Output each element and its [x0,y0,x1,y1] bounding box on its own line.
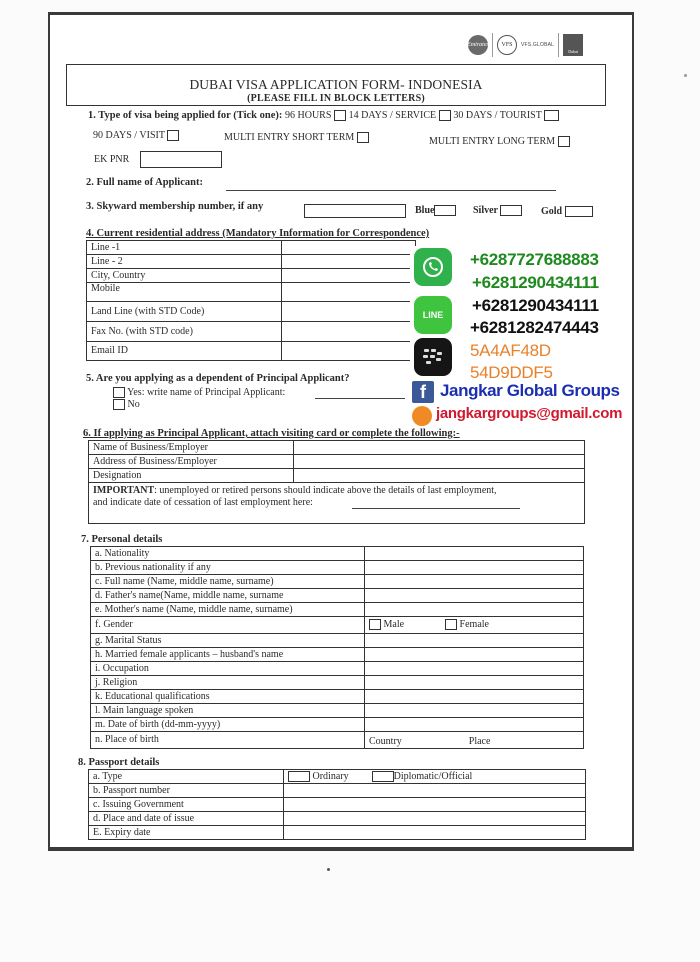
nationality-label: a. Nationality [91,547,365,561]
email-label: Email ID [87,342,282,361]
option-multi-short-checkbox[interactable] [357,132,369,143]
tier-blue-checkbox[interactable] [434,205,456,216]
issue-place-date-input[interactable] [284,812,586,826]
option-96-hours-checkbox[interactable] [334,110,346,121]
bbm-pin-1: 5A4AF48D [470,341,551,360]
issuing-government-input[interactable] [284,798,586,812]
page-speck [684,74,687,77]
important-note [89,483,585,524]
passport-number-label: b. Passport number [89,784,284,798]
mobile-label: Mobile [87,283,282,302]
emirates-logo-icon: Emirates [468,35,488,55]
address-line2-label: Line - 2 [87,255,282,269]
page-title: DUBAI VISA APPLICATION FORM- INDONESIA [189,77,483,92]
address-line2-input[interactable] [282,255,416,269]
table-row [91,704,584,718]
tier-silver-label: Silver [473,205,498,216]
whatsapp-number-1: +6287727688883 [470,250,599,269]
address-label: 4. Current residential address (Mandatory Information for Correspondence) [86,228,430,239]
form-title-box [66,64,606,106]
passport-diplomatic-label: Diplomatic/Official [393,770,473,782]
dependent-yes-row [113,387,285,398]
city-country-label: City, Country [87,269,282,283]
line-icon [414,296,452,334]
passport-details-label: 8. Passport details [78,757,160,768]
gender-male-label: Male [383,619,405,630]
expiry-date-label: E. Expiry date [89,826,284,840]
table-row [89,483,585,524]
principal-label [83,428,460,439]
table-row [89,826,586,840]
father-name-input[interactable] [365,589,584,603]
option-90-days-label: 90 DAYS / VISIT [93,130,165,141]
visa-type-row-2 [93,130,179,141]
employer-name-label: Name of Business/Employer [89,441,294,455]
option-30-days-checkbox[interactable] [544,110,559,121]
occupation-input[interactable] [365,662,584,676]
table-row [87,342,416,361]
occupation-label: i. Occupation [91,662,365,676]
table-row [91,561,584,575]
previous-nationality-input[interactable] [365,561,584,575]
designation-input[interactable] [294,469,585,483]
table-row [87,241,416,255]
table-row [91,603,584,617]
principal-label-suffix: attach visiting card or complete the following:- [250,428,460,439]
table-row [89,770,586,784]
header-logos [468,30,583,60]
ek-pnr-label: EK PNR [94,154,130,165]
husband-name-label: h. Married female applicants – husband's name [91,648,365,662]
birthplace-fields[interactable] [365,732,584,749]
dependent-no-checkbox[interactable] [113,399,125,410]
table-row [91,676,584,690]
dependent-no-label: No [127,399,140,410]
language-label: l. Main language spoken [91,704,365,718]
religion-label: j. Religion [91,676,365,690]
table-row [89,441,585,455]
dependent-no-row [113,399,140,410]
passport-table [88,769,586,840]
multi-short-row [224,132,369,143]
table-row [91,690,584,704]
expiry-date-input[interactable] [284,826,586,840]
whatsapp-icon [414,248,452,286]
full-name-row-input[interactable] [365,575,584,589]
tier-silver-checkbox[interactable] [500,205,522,216]
personal-details-label: 7. Personal details [81,534,163,545]
employer-address-label: Address of Business/Employer [89,455,294,469]
visa-type-label: 1. Type of visa being applied for (Tick one): [88,110,283,121]
table-row [91,648,584,662]
table-row [89,469,585,483]
mother-name-input[interactable] [365,603,584,617]
facebook-icon [412,381,434,403]
dubai-logo-icon: Dubai [563,34,583,56]
table-row [91,589,584,603]
dependent-label: 5. Are you applying as a dependent of Principal Applicant? [86,373,350,384]
line-number-1: +6281290434111 [472,296,599,315]
city-country-input[interactable] [282,269,416,283]
husband-name-input[interactable] [365,648,584,662]
vfs-logo-icon: VFS [497,35,517,55]
birth-place-label: Place [468,736,491,747]
table-row [89,784,586,798]
option-multi-long-checkbox[interactable] [558,136,570,147]
table-row [91,617,584,634]
employer-address-input[interactable] [294,455,585,469]
employer-name-input[interactable] [294,441,585,455]
passport-type-options [284,770,586,784]
tier-gold-checkbox[interactable] [565,206,593,217]
important-text: : unemployed or retired persons should indicate above the details of last employment, [154,485,497,496]
gender-options [365,617,584,634]
marital-status-label: g. Marital Status [91,634,365,648]
language-input[interactable] [365,704,584,718]
personal-details-table [90,546,584,749]
birthplace-label: n. Place of birth [91,732,365,749]
fax-label: Fax No. (with STD code) [87,322,282,342]
vfs-logo-text: VFS.GLOBAL [521,42,555,48]
issue-place-date-label: d. Place and date of issue [89,812,284,826]
fax-input[interactable] [282,322,416,342]
address-table [86,240,416,361]
facebook-icon-glyph: f [420,381,426,402]
email-input[interactable] [282,342,416,361]
previous-nationality-label: b. Previous nationality if any [91,561,365,575]
tier-blue-label: Blue [415,205,435,216]
multi-long-row [429,136,570,147]
table-row [87,269,416,283]
bbm-pin-2: 54D9DDF5 [470,363,553,382]
tier-blue-row [415,205,456,216]
facebook-page-name: Jangkar Global Groups [440,381,620,400]
table-row [91,732,584,749]
tier-gold-label: Gold [541,206,563,217]
father-name-label: d. Father's name(Name, middle name, surname [91,589,365,603]
landline-label: Land Line (with STD Code) [87,302,282,322]
table-row [87,255,416,269]
table-row [91,634,584,648]
tier-gold-row [541,206,593,217]
principal-name-input[interactable] [315,398,405,399]
table-row [91,718,584,732]
address-line1-input[interactable] [282,241,416,255]
passport-type-label: a. Type [89,770,284,784]
table-row [87,302,416,322]
dependent-yes-checkbox[interactable] [113,387,125,398]
address-line1-label: Line -1 [87,241,282,255]
page-subtitle: (PLEASE FILL IN BLOCK LETTERS) [247,93,425,104]
gender-female-label: Female [459,619,489,630]
blackberry-messenger-icon [414,338,452,376]
gender-female-checkbox[interactable] [445,619,457,630]
tier-silver-row [473,205,522,216]
table-row [89,812,586,826]
option-14-days-checkbox[interactable] [439,110,451,121]
option-multi-short-label: MULTI ENTRY SHORT TERM [224,132,355,143]
mobile-input[interactable] [282,283,416,302]
important-label: IMPORTANT [93,485,155,496]
option-90-days-checkbox[interactable] [167,130,179,141]
table-row [87,322,416,342]
contact-promo-overlay [410,246,628,426]
religion-input[interactable] [365,676,584,690]
designation-label: Designation [89,469,294,483]
table-row [91,547,584,561]
visa-type-row-1 [88,110,559,121]
dob-input[interactable] [365,718,584,732]
line-number-2: +6281282474443 [470,318,599,337]
table-row [89,798,586,812]
important-text-2: and indicate date of cessation of last employment here: [93,497,313,508]
employer-table [88,440,585,524]
full-name-input[interactable] [226,190,556,191]
full-name-row-label: c. Full name (Name, middle name, surname) [91,575,365,589]
option-30-days-label: 30 DAYS / TOURIST [453,110,542,121]
nationality-input[interactable] [365,547,584,561]
skyward-number-input[interactable] [304,204,406,218]
ek-pnr-input[interactable] [140,151,222,168]
issuing-government-label: c. Issuing Government [89,798,284,812]
page-speck [327,868,330,871]
marital-status-input[interactable] [365,634,584,648]
dependent-yes-label: Yes: write name of Principal Applicant: [127,387,286,398]
line-icon-label: LINE [422,310,444,320]
education-input[interactable] [365,690,584,704]
passport-diplomatic-checkbox[interactable] [372,771,394,782]
email-icon [412,406,432,426]
table-row [89,455,585,469]
passport-ordinary-label: Ordinary [312,770,349,782]
table-row [91,662,584,676]
skyward-label: 3. Skyward membership number, if any [86,201,264,212]
landline-input[interactable] [282,302,416,322]
table-row [91,575,584,589]
option-multi-long-label: MULTI ENTRY LONG TERM [429,136,556,147]
passport-number-input[interactable] [284,784,586,798]
logo-divider [558,33,559,57]
cessation-date-input[interactable] [352,508,520,509]
principal-label-prefix: 6. If applying as Principal Applicant, [83,428,251,439]
gender-label: f. Gender [91,617,365,634]
whatsapp-number-2: +6281290434111 [472,273,599,292]
table-row [87,283,416,302]
gender-male-checkbox[interactable] [369,619,381,630]
mother-name-label: e. Mother's name (Name, middle name, surname) [91,603,365,617]
passport-ordinary-checkbox[interactable] [288,771,310,782]
contact-email: jangkargroups@gmail.com [436,405,623,422]
education-label: k. Educational qualifications [91,690,365,704]
logo-divider [492,33,493,57]
option-14-days-label: 14 DAYS / SERVICE [348,110,437,121]
dob-label: m. Date of birth (dd-mm-yyyy) [91,718,365,732]
option-96-hours-label: 96 HOURS [285,110,332,121]
full-name-label: 2. Full name of Applicant: [86,177,203,188]
birth-country-label: Country [369,736,402,747]
